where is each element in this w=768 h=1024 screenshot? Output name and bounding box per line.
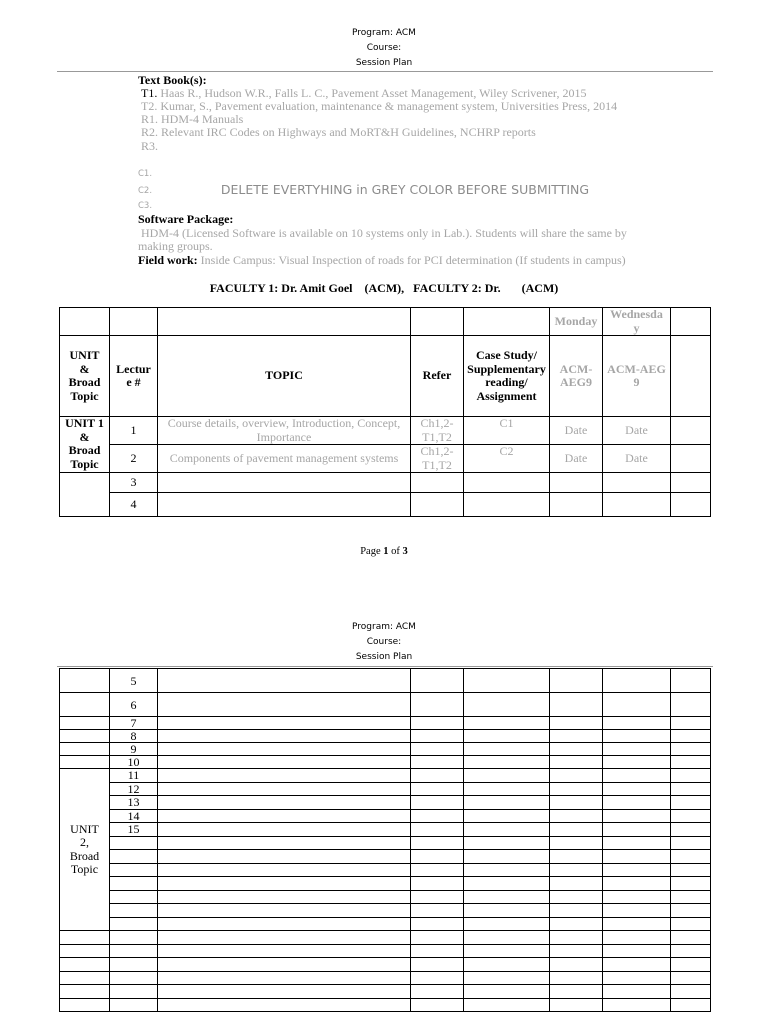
refer-cell (411, 717, 464, 730)
topic-cell (158, 782, 411, 796)
topic-cell (158, 904, 411, 918)
empty-cell (60, 308, 110, 336)
case-cell (464, 958, 550, 972)
lecture-number (110, 985, 158, 999)
empty-cell (671, 730, 711, 743)
table-row (60, 985, 711, 999)
refer-cell: Ch1,2- T1,T2 (411, 417, 464, 445)
case-cell (464, 917, 550, 931)
topic-cell (158, 877, 411, 891)
table-row (60, 717, 711, 730)
refer-cell (411, 743, 464, 756)
date-cell (550, 743, 603, 756)
lecture-number: 10 (110, 756, 158, 769)
empty-cell (671, 769, 711, 783)
empty-cell (671, 971, 711, 985)
case-cell (464, 850, 550, 864)
table-row (60, 850, 711, 864)
empty-cell (671, 931, 711, 945)
lecture-number (110, 836, 158, 850)
session-plan-table-continued (59, 668, 711, 1012)
case-cell (464, 717, 550, 730)
date-cell (550, 971, 603, 985)
case-cell (464, 863, 550, 877)
date-cell (603, 863, 671, 877)
software-line-1: HDM-4 (Licensed Software is available on 10 systems only in Lab.). Students will share the same by (141, 226, 627, 240)
topic-cell (158, 796, 411, 810)
textbooks-heading: Text Book(s): (138, 73, 207, 87)
case-cell (464, 890, 550, 904)
empty-cell (671, 877, 711, 891)
software-heading: Software Package: (138, 212, 234, 226)
empty-cell (60, 473, 110, 517)
table-row (60, 958, 711, 972)
case-cell (464, 743, 550, 756)
date-cell (550, 756, 603, 769)
page-prefix: Page (360, 546, 384, 557)
lecture-number: 13 (110, 796, 158, 810)
case-cell (464, 904, 550, 918)
col-unit: UNIT & Broad Topic (60, 336, 110, 417)
date-cell (550, 669, 603, 693)
date-cell (603, 998, 671, 1012)
date-cell (603, 931, 671, 945)
topic-cell (158, 809, 411, 823)
case-cell (464, 809, 550, 823)
topic-cell (158, 985, 411, 999)
empty-cell (671, 850, 711, 864)
empty-cell (671, 717, 711, 730)
empty-cell (60, 669, 110, 693)
empty-cell (671, 417, 711, 445)
table-row (60, 756, 711, 769)
lecture-number: 3 (110, 473, 158, 493)
date-cell: Date (603, 445, 671, 473)
topic-cell (158, 730, 411, 743)
empty-cell (60, 931, 110, 945)
topic-cell (158, 863, 411, 877)
page-total: 3 (402, 546, 408, 557)
date-cell (603, 796, 671, 810)
date-cell (603, 850, 671, 864)
date-cell (550, 985, 603, 999)
date-cell (550, 693, 603, 717)
date-cell (550, 836, 603, 850)
refer-cell: Ch1,2- T1,T2 (411, 445, 464, 473)
date-cell (550, 904, 603, 918)
date-cell (550, 877, 603, 891)
topic-cell (158, 693, 411, 717)
table-row (60, 890, 711, 904)
reference-r3: R3. (141, 139, 159, 153)
date-cell: Date (550, 417, 603, 445)
session-plan-table (59, 307, 711, 517)
program-header: Program: ACM (352, 28, 416, 38)
table-row (60, 836, 711, 850)
lecture-number: 9 (110, 743, 158, 756)
case-cell (464, 836, 550, 850)
table-row (60, 730, 711, 743)
date-cell (603, 904, 671, 918)
lecture-number (110, 890, 158, 904)
date-cell (550, 850, 603, 864)
col-refer: Refer (411, 336, 464, 417)
topic-cell (158, 756, 411, 769)
t1-text: Haas R., Hudson W.R., Falls L. C., Pavement Asset Management, Wiley Scrivener, 2015 (160, 86, 587, 100)
date-cell (603, 985, 671, 999)
empty-cell (60, 971, 110, 985)
date-cell (550, 782, 603, 796)
unit-2-label: UNIT 2, Broad Topic (60, 769, 110, 931)
case-cell (464, 877, 550, 891)
lecture-number (110, 998, 158, 1012)
table-row (60, 971, 711, 985)
empty-cell (411, 308, 464, 336)
date-cell (550, 917, 603, 931)
empty-cell (671, 308, 711, 336)
day-monday: Monday (550, 308, 603, 336)
empty-cell (671, 809, 711, 823)
refer-cell (411, 850, 464, 864)
textbook-t2: T2. Kumar, S., Pavement evaluation, maintenance & management system, Universities Press, 2014 (141, 99, 618, 113)
case-cell (464, 823, 550, 837)
fieldwork-line (138, 254, 626, 268)
empty-cell (671, 756, 711, 769)
case-cell (464, 693, 550, 717)
date-cell (550, 863, 603, 877)
case-cell (464, 796, 550, 810)
refer-cell (411, 944, 464, 958)
table-row (60, 743, 711, 756)
table-row (60, 904, 711, 918)
topic-cell (158, 971, 411, 985)
page-number (0, 546, 768, 557)
header-divider-p2 (57, 666, 713, 667)
topic-cell (158, 743, 411, 756)
refer-cell (411, 669, 464, 693)
topic-cell (158, 958, 411, 972)
date-cell: Date (603, 417, 671, 445)
empty-cell (671, 958, 711, 972)
refer-cell (411, 730, 464, 743)
refer-cell (411, 756, 464, 769)
topic-cell (158, 823, 411, 837)
lecture-number (110, 850, 158, 864)
col-section-1: ACM- AEG9 (550, 336, 603, 417)
topic-cell (158, 944, 411, 958)
table-row (60, 877, 711, 891)
empty-cell (110, 308, 158, 336)
case-cell (464, 769, 550, 783)
topic-cell (158, 669, 411, 693)
empty-cell (464, 308, 550, 336)
refer-cell (411, 769, 464, 783)
case-cell (464, 730, 550, 743)
topic-cell (158, 473, 411, 493)
empty-cell (671, 836, 711, 850)
empty-cell (671, 823, 711, 837)
refer-cell (411, 890, 464, 904)
date-cell (603, 823, 671, 837)
course-header: Course: (366, 43, 402, 53)
date-cell (603, 717, 671, 730)
refer-cell (411, 863, 464, 877)
table-row (60, 944, 711, 958)
refer-cell (411, 836, 464, 850)
refer-cell (411, 823, 464, 837)
delete-grey-notice: DELETE EVERTYHING in GREY COLOR BEFORE SUBMITTING (220, 182, 590, 197)
lecture-number: 2 (110, 445, 158, 473)
empty-cell (671, 493, 711, 517)
empty-cell (671, 445, 711, 473)
case-cell (464, 985, 550, 999)
lecture-number: 7 (110, 717, 158, 730)
unit-1-label: UNIT 1 & Broad Topic (60, 417, 110, 473)
case-cell: C2 (464, 445, 550, 473)
session-plan-header-p2: Session Plan (355, 652, 413, 662)
empty-cell (60, 717, 110, 730)
refer-cell (411, 971, 464, 985)
empty-cell (671, 917, 711, 931)
table-row (60, 809, 711, 823)
topic-cell (158, 850, 411, 864)
case-cell (464, 782, 550, 796)
day-wednesday: Wednesda y (603, 308, 671, 336)
date-cell (550, 769, 603, 783)
empty-cell (671, 890, 711, 904)
refer-cell (411, 917, 464, 931)
date-cell (603, 944, 671, 958)
date-cell (550, 998, 603, 1012)
date-cell (550, 730, 603, 743)
table-row (60, 998, 711, 1012)
date-cell (603, 836, 671, 850)
date-cell (550, 823, 603, 837)
date-cell (550, 944, 603, 958)
program-header-p2: Program: ACM (352, 622, 416, 632)
empty-cell (671, 473, 711, 493)
empty-cell (671, 985, 711, 999)
case-cell (464, 473, 550, 493)
case-cell (464, 998, 550, 1012)
lecture-number: 14 (110, 809, 158, 823)
col-topic: TOPIC (158, 336, 411, 417)
case-cell (464, 971, 550, 985)
empty-cell (60, 743, 110, 756)
date-cell (550, 796, 603, 810)
session-plan-header: Session Plan (355, 58, 413, 68)
table-row (60, 823, 711, 837)
case-c3: C3. (138, 201, 153, 211)
refer-cell (411, 809, 464, 823)
col-section-2: ACM-AEG 9 (603, 336, 671, 417)
refer-cell (411, 958, 464, 972)
case-cell (464, 493, 550, 517)
topic-cell (158, 890, 411, 904)
empty-cell (671, 693, 711, 717)
lecture-number (110, 904, 158, 918)
reference-r1: R1. HDM-4 Manuals (141, 112, 244, 126)
date-cell (603, 756, 671, 769)
page-current: 1 (383, 546, 389, 557)
lecture-number: 6 (110, 693, 158, 717)
refer-cell (411, 782, 464, 796)
topic-cell: Components of pavement management systems (158, 445, 411, 473)
date-cell (550, 958, 603, 972)
lecture-number (110, 931, 158, 945)
empty-cell (60, 998, 110, 1012)
date-cell (550, 493, 603, 517)
case-cell (464, 669, 550, 693)
reference-r2: R2. Relevant IRC Codes on Highways and MoRT&H Guidelines, NCHRP reports (141, 125, 536, 139)
lecture-number: 11 (110, 769, 158, 783)
lecture-number: 8 (110, 730, 158, 743)
date-cell (550, 931, 603, 945)
t1-label: T1. (141, 86, 158, 100)
fieldwork-heading: Field work: (138, 253, 198, 267)
refer-cell (411, 693, 464, 717)
lecture-number (110, 944, 158, 958)
lecture-number (110, 917, 158, 931)
table-row (60, 769, 711, 783)
lecture-number (110, 971, 158, 985)
date-cell (603, 693, 671, 717)
refer-cell (411, 473, 464, 493)
empty-cell (671, 743, 711, 756)
empty-cell (60, 730, 110, 743)
lecture-number (110, 958, 158, 972)
lecture-number (110, 863, 158, 877)
empty-cell (671, 796, 711, 810)
case-c2: C2. (138, 186, 153, 196)
empty-cell (671, 863, 711, 877)
refer-cell (411, 904, 464, 918)
empty-cell (671, 782, 711, 796)
date-cell (603, 890, 671, 904)
lecture-number: 1 (110, 417, 158, 445)
lecture-number: 4 (110, 493, 158, 517)
refer-cell (411, 985, 464, 999)
lecture-number: 12 (110, 782, 158, 796)
software-line-2: making groups. (138, 239, 213, 253)
case-cell: C1 (464, 417, 550, 445)
col-case-study: Case Study/ Supplementary reading/ Assignment (464, 336, 550, 417)
case-cell (464, 931, 550, 945)
empty-cell (671, 669, 711, 693)
case-c1: C1. (138, 169, 153, 179)
date-cell (603, 730, 671, 743)
date-cell (603, 743, 671, 756)
empty-cell (671, 904, 711, 918)
date-cell (603, 917, 671, 931)
topic-cell (158, 717, 411, 730)
refer-cell (411, 796, 464, 810)
table-row (60, 796, 711, 810)
date-cell (550, 473, 603, 493)
date-cell (550, 890, 603, 904)
table-row (60, 693, 711, 717)
date-cell (603, 877, 671, 891)
empty-cell (671, 336, 711, 417)
date-cell (603, 782, 671, 796)
empty-cell (158, 308, 411, 336)
date-cell (603, 958, 671, 972)
page-of: of (388, 546, 403, 557)
date-cell (603, 669, 671, 693)
empty-cell (60, 944, 110, 958)
faculty-line: FACULTY 1: Dr. Amit Goel (ACM), FACULTY 2: Dr. (ACM) (209, 281, 559, 295)
date-cell (603, 493, 671, 517)
date-cell (603, 809, 671, 823)
date-cell (550, 809, 603, 823)
empty-cell (60, 756, 110, 769)
table-row (60, 931, 711, 945)
lecture-number: 15 (110, 823, 158, 837)
empty-cell (60, 985, 110, 999)
date-cell (603, 473, 671, 493)
table-row (60, 917, 711, 931)
empty-cell (60, 958, 110, 972)
table-row (60, 782, 711, 796)
topic-cell (158, 769, 411, 783)
empty-cell (671, 998, 711, 1012)
topic-cell (158, 836, 411, 850)
topic-cell (158, 998, 411, 1012)
topic-cell (158, 493, 411, 517)
refer-cell (411, 877, 464, 891)
date-cell (603, 769, 671, 783)
topic-cell: Course details, overview, Introduction, Concept, Importance (158, 417, 411, 445)
empty-cell (671, 944, 711, 958)
date-cell: Date (550, 445, 603, 473)
date-cell (603, 971, 671, 985)
topic-cell (158, 931, 411, 945)
table-row (60, 669, 711, 693)
refer-cell (411, 998, 464, 1012)
date-cell (550, 717, 603, 730)
col-lecture: Lectur e # (110, 336, 158, 417)
lecture-number: 5 (110, 669, 158, 693)
fieldwork-text: Inside Campus: Visual Inspection of roads for PCI determination (If students in campus) (200, 253, 626, 267)
header-divider (57, 71, 713, 72)
refer-cell (411, 931, 464, 945)
case-cell (464, 756, 550, 769)
lecture-number (110, 877, 158, 891)
course-header-p2: Course: (366, 637, 402, 647)
table-row (60, 863, 711, 877)
empty-cell (60, 693, 110, 717)
refer-cell (411, 493, 464, 517)
topic-cell (158, 917, 411, 931)
case-cell (464, 944, 550, 958)
